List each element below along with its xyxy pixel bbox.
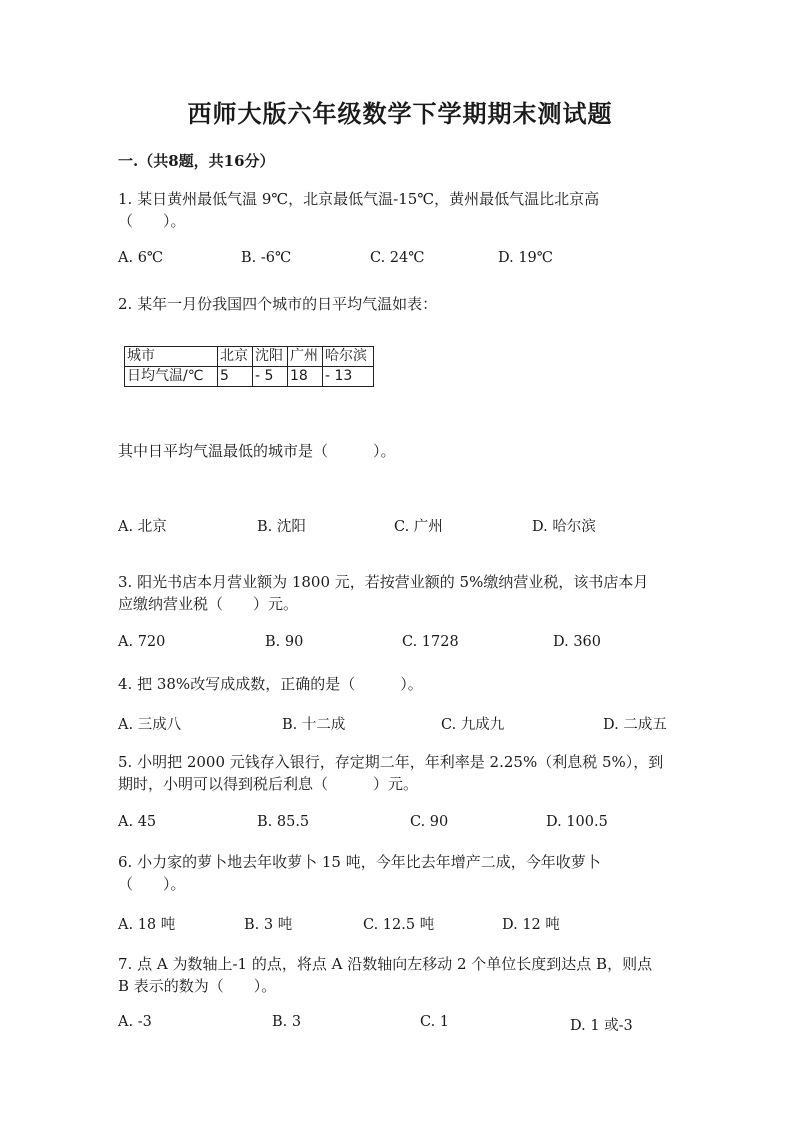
table-cell: 5 <box>218 367 253 387</box>
q3-option-c: C. 1728 <box>402 634 459 650</box>
q1-option-a: A. 6℃ <box>118 250 164 266</box>
question-2 <box>118 293 683 315</box>
q5-option-b: B. 85.5 <box>257 814 310 830</box>
q5-option-d: D. 100.5 <box>546 814 608 830</box>
table-cell: 城市 <box>125 347 218 367</box>
q1-option-b: B. -6℃ <box>241 250 292 266</box>
q4-option-c: C. 九成九 <box>441 717 505 733</box>
question-3 <box>118 571 683 615</box>
question-text: 1. 某日黄州最低气温 9℃，北京最低气温-15℃，黄州最低气温比北京高 <box>118 190 600 208</box>
table-cell: 北京 <box>218 347 253 367</box>
q2-option-b: B. 沈阳 <box>257 519 306 535</box>
q2-option-c: C. 广州 <box>394 519 443 535</box>
q7-option-a: A. -3 <box>118 1014 152 1030</box>
q5-option-a: A. 45 <box>118 814 157 830</box>
question-2-tail: 其中日平均气温最低的城市是（ ）。 <box>118 442 396 460</box>
table-header-row <box>125 347 374 367</box>
q4-option-b: B. 十二成 <box>282 717 346 733</box>
q6-option-a: A. 18 吨 <box>118 917 176 933</box>
question-text: 3. 阳光书店本月营业额为 1800 元，若按营业额的 5%缴纳营业税，该书店本月 <box>118 573 649 591</box>
q7-option-b: B. 3 <box>272 1014 302 1030</box>
question-text-cont: （ ）。 <box>118 212 186 230</box>
table-cell: 日均气温/℃ <box>125 367 218 387</box>
question-text-cont: 期时，小明可以得到税后利息（ ）元。 <box>118 775 419 793</box>
question-1 <box>118 188 683 232</box>
question-text: 2. 某年一月份我国四个城市的日平均气温如表： <box>118 295 438 313</box>
q3-option-b: B. 90 <box>265 634 304 650</box>
q2-option-a: A. 北京 <box>118 519 167 535</box>
question-text-cont: B 表示的数为（ ）。 <box>118 977 277 995</box>
section-heading: 一.（共8题，共16分） <box>118 152 275 170</box>
q2-option-d: D. 哈尔滨 <box>532 519 596 535</box>
q3-option-d: D. 360 <box>553 634 602 650</box>
question-4 <box>118 673 683 695</box>
q4-option-a: A. 三成八 <box>118 717 182 733</box>
page-title: 西师大版六年级数学下学期期末测试题 <box>187 99 613 128</box>
question-5 <box>118 751 683 795</box>
q7-option-d: D. 1 或-3 <box>570 1018 633 1034</box>
table-cell: 哈尔滨 <box>323 347 374 367</box>
table-cell: - 5 <box>253 367 288 387</box>
table-cell: - 13 <box>323 367 374 387</box>
question-text: 6. 小力家的萝卜地去年收萝卜 15 吨，今年比去年增产二成，今年收萝卜 <box>118 853 601 871</box>
question-text: 7. 点 A 为数轴上-1 的点，将点 A 沿数轴向左移动 2 个单位长度到达点 B，则点 <box>118 955 653 973</box>
q6-option-d: D. 12 吨 <box>502 917 560 933</box>
question-6 <box>118 851 683 895</box>
q3-option-a: A. 720 <box>118 634 166 650</box>
question-text: 5. 小明把 2000 元钱存入银行，存定期二年，年利率是 2.25%（利息税 5%），到 <box>118 753 664 771</box>
table-cell: 18 <box>288 367 323 387</box>
question-text-cont: 应缴纳营业税（ ）元。 <box>118 595 299 613</box>
q7-option-c: C. 1 <box>420 1014 450 1030</box>
q1-option-d: D. 19℃ <box>498 250 553 266</box>
table-cell: 沈阳 <box>253 347 288 367</box>
q4-option-d: D. 二成五 <box>603 717 667 733</box>
question-text-cont: （ ）。 <box>118 875 186 893</box>
q6-option-c: C. 12.5 吨 <box>363 917 435 933</box>
q5-option-c: C. 90 <box>410 814 449 830</box>
table-cell: 广州 <box>288 347 323 367</box>
question-7 <box>118 953 683 997</box>
temperature-table <box>124 346 374 387</box>
q6-option-b: B. 3 吨 <box>244 917 293 933</box>
question-text: 4. 把 38%改写成成数，正确的是（ ）。 <box>118 675 423 693</box>
q1-option-c: C. 24℃ <box>370 250 425 266</box>
table-row <box>125 367 374 387</box>
